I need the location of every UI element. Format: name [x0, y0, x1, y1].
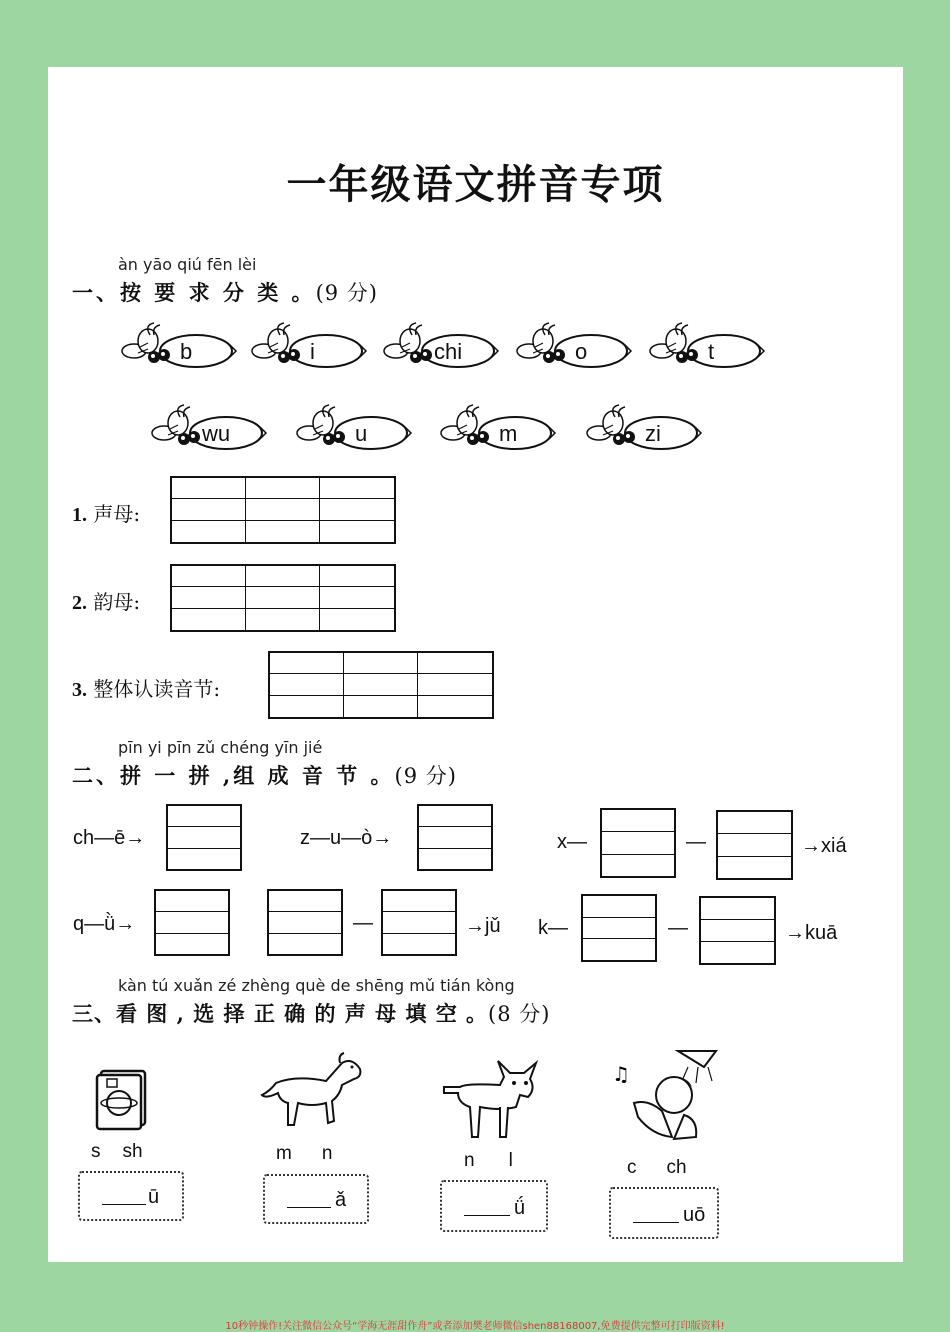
horse-icon — [256, 1051, 368, 1135]
answer-box[interactable] — [154, 889, 230, 956]
footer-note: 10秒钟操作!关注微信公众号“学海无涯甜作舟”或者添加樊老师微信shen88168007,免费提供完整可打印版资料! — [225, 1321, 725, 1332]
bee-letter: i — [310, 339, 315, 364]
sec3-pinyin: kàn tú xuǎn zé zhèng què de shēng mǔ tián kòng — [118, 976, 515, 995]
choice-1: s sh — [91, 1141, 143, 1162]
exercise-6-mid: — — [668, 917, 688, 939]
answer-box[interactable] — [417, 804, 493, 871]
bee-letter: o — [575, 339, 588, 364]
bee-card — [437, 403, 557, 465]
exercise-3-right: →xiá — [801, 835, 847, 857]
q3-label: 3. 整体认读音节: — [72, 677, 221, 701]
bee-letter: zi — [645, 421, 661, 446]
fill-answer-box[interactable]: ǘ — [440, 1180, 548, 1232]
exercise-4-text: q—ǜ→ — [73, 913, 136, 935]
q3-answer-grid[interactable] — [268, 651, 494, 719]
book-icon — [93, 1067, 153, 1131]
bee-card — [380, 321, 500, 383]
worksheet-page — [48, 67, 903, 1262]
child-singing-icon — [608, 1047, 724, 1143]
sec3-heading: 三、看 图 , 选 择 正 确 的 声 母 填 空 。(8 分) — [72, 1001, 551, 1026]
bee-letter: t — [708, 339, 715, 364]
exercise-3-left: x— — [557, 831, 587, 853]
svg-text:♫: ♫ — [612, 1062, 630, 1086]
sec2-pinyin: pīn yi pīn zǔ chéng yīn jié — [118, 738, 323, 757]
bee-card — [248, 321, 368, 383]
fill-answer-box[interactable]: ǎ — [263, 1174, 369, 1224]
sec2-heading: 二、拼 一 拼 ,组 成 音 节 。(9 分) — [72, 763, 457, 788]
fill-answer-box[interactable]: ū — [78, 1171, 184, 1221]
exercise-5-mid: — — [353, 912, 373, 934]
answer-box[interactable] — [716, 810, 793, 880]
exercise-5-right: →jǔ — [465, 915, 501, 937]
donkey-icon — [440, 1059, 546, 1143]
sec1-heading: 一、按 要 求 分 类 。(9 分) — [72, 280, 378, 305]
sec1-pinyin: àn yāo qiú fēn lèi — [118, 255, 257, 274]
bee-card — [513, 321, 633, 383]
exercise-1-text: ch—ē→ — [73, 827, 146, 849]
bee-card — [583, 403, 703, 465]
answer-box[interactable] — [699, 896, 776, 965]
q1-answer-grid[interactable] — [170, 476, 396, 544]
bee-card — [293, 403, 413, 465]
exercise-6-left: k— — [538, 917, 568, 939]
answer-box[interactable] — [581, 894, 657, 962]
answer-box[interactable] — [381, 889, 457, 956]
page-title: 一年级语文拼音专项 — [286, 162, 665, 208]
choice-4: c ch — [627, 1157, 687, 1178]
q2-answer-grid[interactable] — [170, 564, 396, 632]
bee-card — [148, 403, 268, 465]
exercise-2-text: z—u—ò→ — [300, 827, 393, 849]
exercise-3-mid: — — [686, 831, 706, 853]
q2-label: 2. 韵母: — [72, 590, 141, 614]
choice-2: m n — [276, 1143, 333, 1164]
bee-card — [646, 321, 766, 383]
q1-label: 1. 声母: — [72, 502, 141, 526]
bee-letter: b — [180, 339, 193, 364]
bee-letter: wu — [202, 421, 231, 446]
bee-letter: u — [355, 421, 368, 446]
bee-card — [118, 321, 238, 383]
answer-box[interactable] — [166, 804, 242, 871]
answer-box[interactable] — [267, 889, 343, 956]
answer-box[interactable] — [600, 808, 676, 878]
bee-letter: chi — [434, 339, 463, 364]
fill-answer-box[interactable]: uō — [609, 1187, 719, 1239]
bee-letter: m — [499, 421, 518, 446]
choice-3: n l — [464, 1150, 513, 1171]
exercise-6-right: →kuā — [785, 922, 838, 944]
